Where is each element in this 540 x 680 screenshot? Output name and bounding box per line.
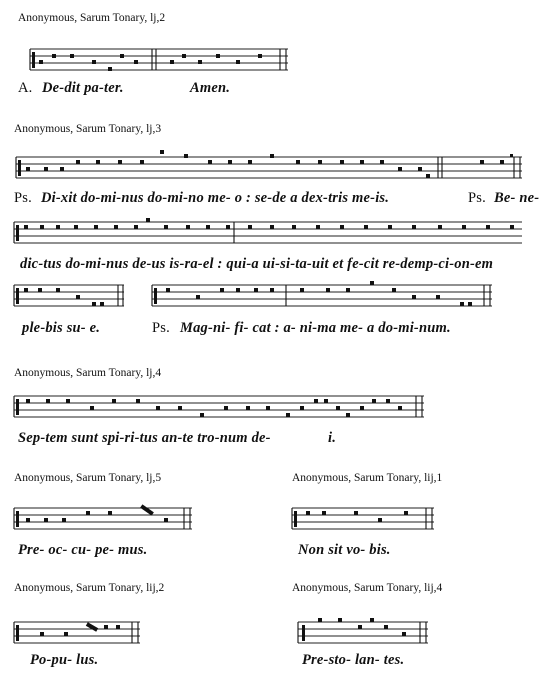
lyric-text: i. [328,430,337,446]
staff-3 [14,218,522,243]
lyric-text: Non sit vo- bis. [298,542,391,558]
lyric-text: Pre- oc- cu- pe- mus. [18,542,148,558]
staff-6 [14,504,192,529]
staff-4 [14,281,492,306]
staff-1 [30,49,288,71]
staff-8 [14,622,140,643]
source-citation: Anonymous, Sarum Tonary, lj,5 [14,472,162,484]
source-citation: Anonymous, Sarum Tonary, lj,4 [14,367,162,379]
lyric-text: dic-tus do-mi-nus de-us is-ra-el : qui-a ui-si-ta-uit et fe-cit re-demp-ci-on-em [20,256,494,272]
source-citation: Anonymous, Sarum Tonary, lij,4 [292,582,443,594]
lyric-text: ple-bis su- e. [22,320,101,336]
lyric-text: Be- ne- [494,190,540,206]
c-clef [32,52,35,68]
label-psalm: Ps. [14,190,32,206]
staff-5 [14,396,424,417]
source-citation: Anonymous, Sarum Tonary, lij,2 [14,582,165,594]
label-psalm: Ps. [468,190,486,206]
staff-9 [298,618,428,643]
label-antiphon: A. [18,80,33,96]
lyric-text: Sep-tem sunt spi-ri-tus an-te tro-num de- [18,430,271,446]
lyric-text: Pre-sto- lan- tes. [302,652,405,668]
source-citation: Anonymous, Sarum Tonary, lj,3 [14,123,162,135]
lyric-text: Amen. [190,80,231,96]
lyric-text: Mag-ni- fi- cat : a- ni-ma me- a do-mi-num. [180,320,451,336]
source-citation: Anonymous, Sarum Tonary, lij,1 [292,472,443,484]
source-citation: Anonymous, Sarum Tonary, lj,2 [18,12,166,24]
lyric-text: Po-pu- lus. [30,652,99,668]
staff-7 [292,508,434,529]
lyric-text: Di-xit do-mi-nus do-mi-no me- o : se-de a dex-tris me-is. [41,190,390,206]
staff-2 [16,150,522,178]
lyric-text: De-dit pa-ter. [42,80,124,96]
label-psalm: Ps. [152,320,170,336]
